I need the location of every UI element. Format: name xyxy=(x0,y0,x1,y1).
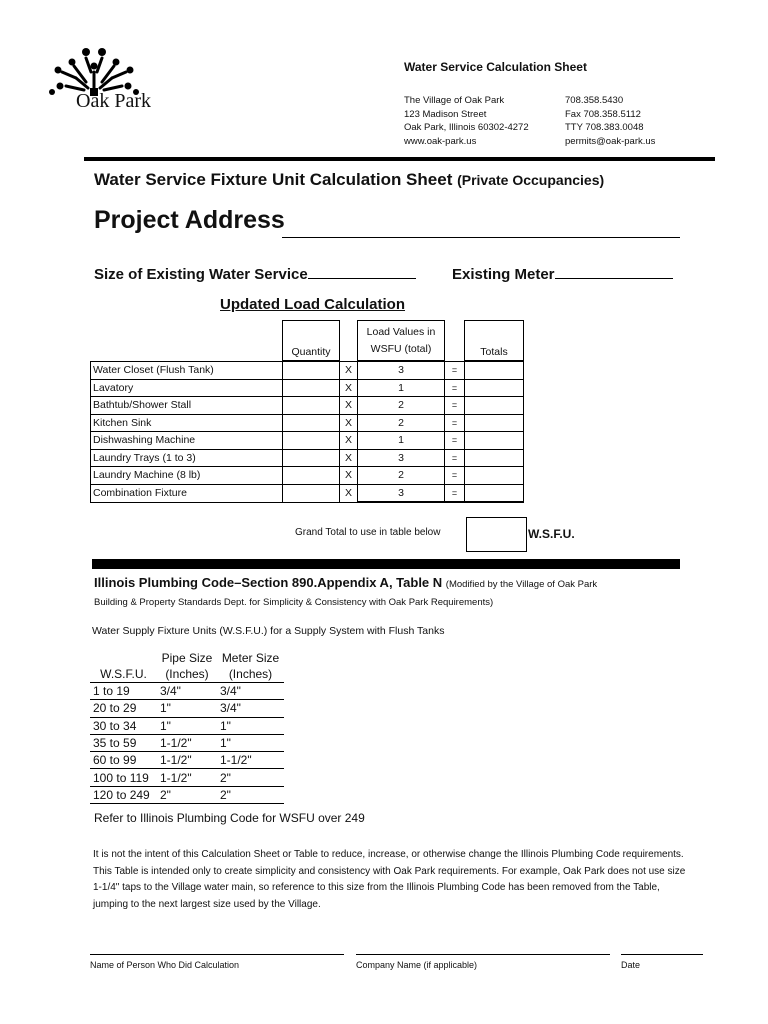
fixture-name: Water Closet (Flush Tank) xyxy=(91,361,283,379)
logo-text: Oak Park xyxy=(76,90,151,112)
wsfu-range: 30 to 34 xyxy=(90,717,157,734)
wsfu-range: 60 to 99 xyxy=(90,752,157,769)
load-values-line2: WSFU (total) xyxy=(370,342,432,355)
multiply-sign: X xyxy=(340,379,358,397)
pipe-size: 1-1/2" xyxy=(157,769,217,786)
fixture-name: Dishwashing Machine xyxy=(91,432,283,450)
project-address-field[interactable] xyxy=(282,237,680,238)
code-heading-title: Illinois Plumbing Code–Section 890.Appendix A, Table N xyxy=(94,575,443,590)
quantity-cell[interactable] xyxy=(283,467,340,485)
fixture-row xyxy=(91,361,524,379)
quantity-cell[interactable] xyxy=(283,414,340,432)
village-address xyxy=(404,94,529,148)
pipe-size: 1" xyxy=(157,700,217,717)
load-value: 1 xyxy=(358,379,445,397)
form-title xyxy=(94,170,604,190)
load-values-header xyxy=(358,321,445,362)
total-cell[interactable] xyxy=(465,449,524,467)
refer-note: Refer to Illinois Plumbing Code for WSFU over 249 xyxy=(94,811,365,825)
form-title-main: Water Service Fixture Unit Calculation Sheet xyxy=(94,170,453,189)
total-cell[interactable] xyxy=(465,432,524,450)
multiply-sign: X xyxy=(340,414,358,432)
contact-info xyxy=(565,94,655,148)
existing-service-row xyxy=(94,264,416,283)
pipe-size-table xyxy=(90,650,284,804)
multiply-sign: X xyxy=(340,361,358,379)
project-address-label: Project Address xyxy=(94,206,285,234)
load-values-line1: Load Values in xyxy=(366,325,436,338)
form-title-sub: (Private Occupancies) xyxy=(457,172,605,188)
total-cell[interactable] xyxy=(465,414,524,432)
fixture-row xyxy=(91,397,524,415)
multiply-sign: X xyxy=(340,467,358,485)
pipe-table-header xyxy=(90,650,284,683)
pipe-size: 1-1/2" xyxy=(157,752,217,769)
meter-size-header xyxy=(217,650,284,683)
fixture-name: Kitchen Sink xyxy=(91,414,283,432)
multiply-sign: X xyxy=(340,432,358,450)
multiply-sign: X xyxy=(340,484,358,502)
section-divider xyxy=(92,559,680,569)
multiply-sign: X xyxy=(340,397,358,415)
tty: TTY 708.383.0048 xyxy=(565,122,644,133)
person-label: Name of Person Who Did Calculation xyxy=(90,960,240,970)
load-value: 3 xyxy=(358,449,445,467)
meter-size: 1-1/2" xyxy=(217,752,284,769)
total-cell[interactable] xyxy=(465,379,524,397)
pipe-size-header xyxy=(157,650,217,683)
sheet-title: Water Service Calculation Sheet xyxy=(404,60,587,74)
fixture-name: Combination Fixture xyxy=(91,484,283,502)
fixture-row xyxy=(91,432,524,450)
code-heading-note2: Building & Property Standards Dept. for Simplicity & Consistency with Oak Park Requirements) xyxy=(94,597,494,608)
totals-header: Totals xyxy=(465,321,524,362)
multiply-sign: X xyxy=(340,449,358,467)
fixture-row xyxy=(91,484,524,502)
quantity-cell[interactable] xyxy=(283,379,340,397)
meter-size-line1: Meter Size xyxy=(221,651,280,665)
pipe-row xyxy=(90,786,284,803)
email-link[interactable]: permits@oak-park.us xyxy=(565,135,656,147)
code-heading xyxy=(94,575,597,590)
equals-sign: = xyxy=(445,484,465,502)
disclaimer-note: It is not the intent of this Calculation Sheet or Table to reduce, increase, or otherwise change the Illinois Plumbing Code requirements. This Table is intended only to create simplicity and consistency with Oak Park requirements. For example, Oak Park does not use size 1-1/4" taps to the Village water main, so reference to this size from the Illinois Plumbing Code has been removed from the Table, jumping to the next largest size used by the Village. xyxy=(93,849,686,910)
equals-sign: = xyxy=(445,414,465,432)
wsfu-range: 1 to 19 xyxy=(90,683,157,700)
wsfu-label: W.S.F.U. xyxy=(528,527,575,541)
fixture-row xyxy=(91,379,524,397)
total-cell[interactable] xyxy=(465,484,524,502)
grand-total-field[interactable] xyxy=(466,517,527,552)
wsfu-range: 120 to 249 xyxy=(90,786,157,803)
meter-size: 2" xyxy=(217,769,284,786)
meter-size: 1" xyxy=(217,734,284,751)
fixture-name: Lavatory xyxy=(91,379,283,397)
load-value: 2 xyxy=(358,397,445,415)
equals-sign: = xyxy=(445,361,465,379)
fixture-row xyxy=(91,414,524,432)
wsfu-header: W.S.F.U. xyxy=(90,650,157,683)
existing-service-label: Size of Existing Water Service xyxy=(94,266,308,283)
address-line: 123 Madison Street xyxy=(404,108,487,120)
fax: Fax 708.358.5112 xyxy=(565,108,641,120)
fixture-name: Laundry Trays (1 to 3) xyxy=(91,449,283,467)
equals-sign: = xyxy=(445,432,465,450)
person-signature-field[interactable] xyxy=(90,954,344,955)
address-line: Oak Park, Illinois 60302-4272 xyxy=(404,122,529,133)
fixture-row xyxy=(91,449,524,467)
quantity-cell[interactable] xyxy=(283,449,340,467)
load-value: 3 xyxy=(358,484,445,502)
total-cell[interactable] xyxy=(465,467,524,485)
pipe-size-line1: Pipe Size xyxy=(161,651,213,665)
wsfu-range: 35 to 59 xyxy=(90,734,157,751)
header-divider xyxy=(84,157,715,161)
wsfu-range: 20 to 29 xyxy=(90,700,157,717)
fixture-row xyxy=(91,467,524,485)
code-heading-note: (Modified by the Village of Oak Park xyxy=(445,579,598,590)
existing-meter-row xyxy=(452,264,673,283)
phone: 708.358.5430 xyxy=(565,95,624,106)
pipe-size-line2: (Inches) xyxy=(165,667,209,681)
address-line: The Village of Oak Park xyxy=(404,95,505,106)
total-cell[interactable] xyxy=(465,397,524,415)
quantity-cell[interactable] xyxy=(283,361,340,379)
load-value: 1 xyxy=(358,432,445,450)
equals-sign: = xyxy=(445,379,465,397)
pipe-size: 2" xyxy=(157,786,217,803)
meter-size: 3/4" xyxy=(217,683,284,700)
pipe-row xyxy=(90,769,284,786)
quantity-cell[interactable] xyxy=(283,397,340,415)
load-value: 2 xyxy=(358,467,445,485)
pipe-row xyxy=(90,683,284,700)
existing-service-field[interactable] xyxy=(308,264,416,279)
pipe-row xyxy=(90,734,284,751)
pipe-size: 3/4" xyxy=(157,683,217,700)
pipe-size: 1-1/2" xyxy=(157,734,217,751)
existing-meter-label: Existing Meter xyxy=(452,266,555,283)
meter-size: 2" xyxy=(217,786,284,803)
pipe-row xyxy=(90,717,284,734)
meter-size-line2: (Inches) xyxy=(228,667,273,681)
equals-sign: = xyxy=(445,449,465,467)
date-label: Date xyxy=(621,960,641,970)
total-cell[interactable] xyxy=(465,361,524,379)
pipe-row xyxy=(90,752,284,769)
quantity-header: Quantity xyxy=(283,321,340,362)
oak-park-logo xyxy=(46,42,171,117)
date-field[interactable] xyxy=(621,954,703,955)
fixture-name: Bathtub/Shower Stall xyxy=(91,397,283,415)
meter-size: 1" xyxy=(217,717,284,734)
existing-meter-field[interactable] xyxy=(555,264,673,279)
grand-total-label: Grand Total to use in table below xyxy=(295,527,441,538)
quantity-cell[interactable] xyxy=(283,432,340,450)
pipe-row xyxy=(90,700,284,717)
equals-sign: = xyxy=(445,467,465,485)
updated-load-heading: Updated Load Calculation xyxy=(220,296,406,313)
load-value: 3 xyxy=(358,361,445,379)
website-link[interactable]: www.oak-park.us xyxy=(404,135,477,147)
supply-label: Water Supply Fixture Units (W.S.F.U.) for a Supply System with Flush Tanks xyxy=(92,625,445,637)
load-calculation-table xyxy=(90,320,524,503)
load-value: 2 xyxy=(358,414,445,432)
wsfu-range: 100 to 119 xyxy=(90,769,157,786)
meter-size: 3/4" xyxy=(217,700,284,717)
quantity-cell[interactable] xyxy=(283,484,340,502)
load-table-header xyxy=(91,321,524,362)
pipe-size: 1" xyxy=(157,717,217,734)
company-label: Company Name (if applicable) xyxy=(356,960,478,970)
equals-sign: = xyxy=(445,397,465,415)
fixture-name: Laundry Machine (8 lb) xyxy=(91,467,283,485)
company-signature-field[interactable] xyxy=(356,954,610,955)
